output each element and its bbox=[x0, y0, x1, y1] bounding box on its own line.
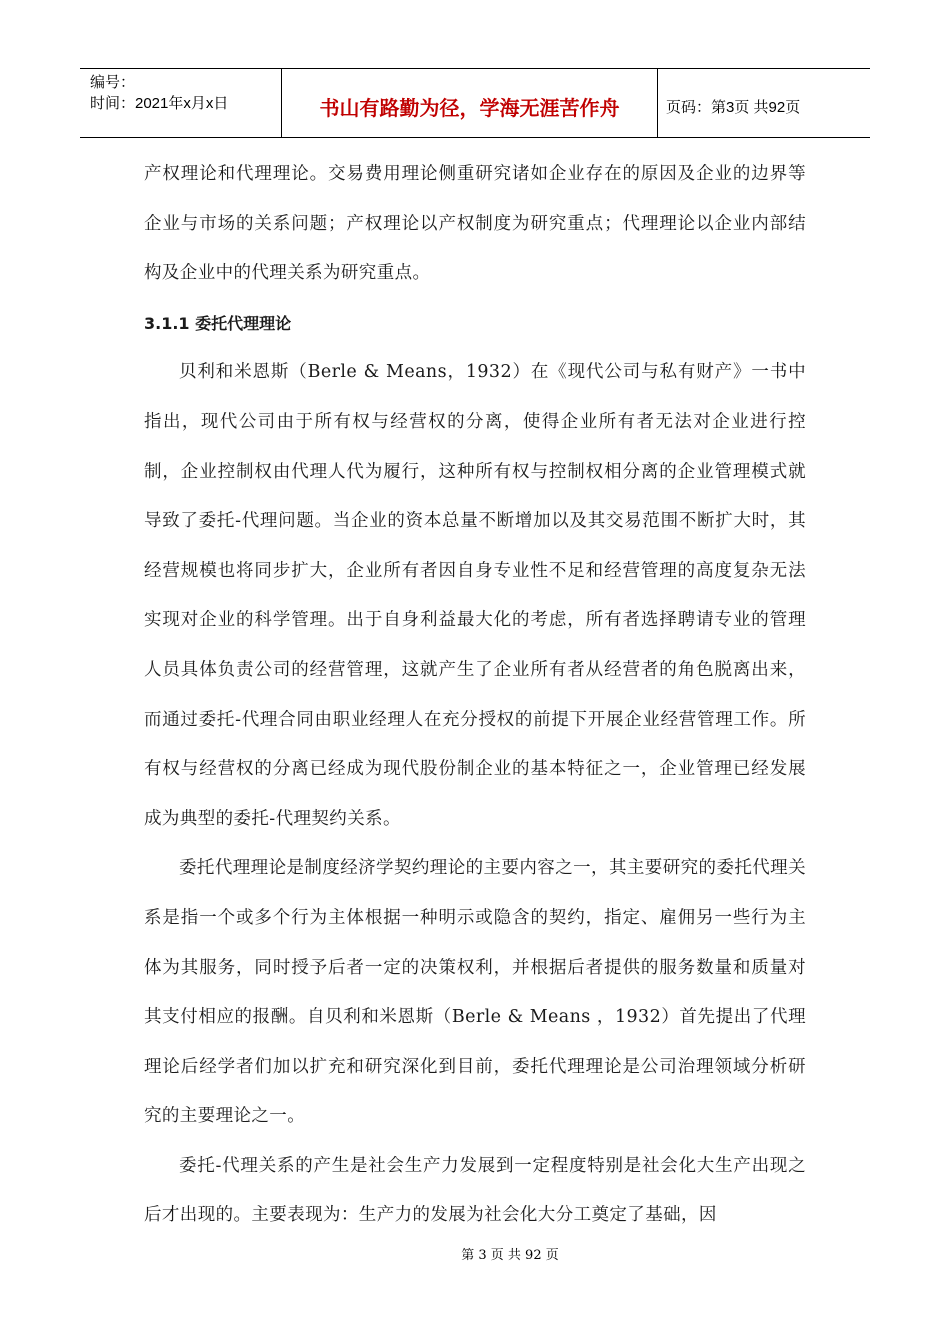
document-number-label: 编号： bbox=[90, 74, 136, 91]
document-date: 时间：2021年x月x日 bbox=[90, 95, 229, 112]
header-page-info: 页码：第3页 共92页 bbox=[666, 98, 801, 116]
page-header bbox=[80, 68, 870, 138]
section-heading: 3.1.1 委托代理理论 bbox=[144, 313, 292, 333]
document-body bbox=[144, 150, 806, 1241]
paragraph-agency-origin: 委托-代理关系的产生是社会生产力发展到一定程度特别是社会化大生产出现之后才出现的。主要表现为：生产力的发展为社会化大分工奠定了基础，因 bbox=[144, 1155, 806, 1226]
header-meta bbox=[80, 69, 282, 137]
paragraph-agency-theory: 委托代理理论是制度经济学契约理论的主要内容之一，其主要研究的委托代理关系是指一个或多个行为主体根据一种明示或隐含的契约，指定、雇佣另一些行为主体为其服务，同时授予后者一定的决策权利，并根据后者提供的服务数量和质量对其支付相应的报酬。自贝利和米恩斯（Berle & Means ，1932）首先提出了代理理论后经学者们加以扩充和研究深化到目前，委托代理理论是公司治理领域分析研究的主要理论之一。 bbox=[144, 858, 806, 1127]
paragraph-berle-means: 贝利和米恩斯（Berle & Means，1932）在《现代公司与私有财产》一书中指出，现代公司由于所有权与经营权的分离，使得企业所有者无法对企业进行控制，企业控制权由代理人代为履行，这种所有权与控制权相分离的企业管理模式就导致了委托-代理问题。当企业的资本总量不断增加以及其交易范围不断扩大时，其经营规模也将同步扩大，企业所有者因自身专业性不足和经营管理的高度复杂无法实现对企业的科学管理。出于自身利益最大化的考虑，所有者选择聘请专业的管理人员具体负责公司的经营管理，这就产生了企业所有者从经营者的角色脱离出来，而通过委托-代理合同由职业经理人在充分授权的前提下开展企业经营管理工作。所有权与经营权的分离已经成为现代股份制企业的基本特征之一，企业管理已经发展成为典型的委托-代理契约关系。 bbox=[144, 362, 806, 829]
header-motto: 书山有路勤为径，学海无涯苦作舟 bbox=[282, 69, 658, 137]
page-footer: 第 3 页 共 92 页 bbox=[461, 1248, 559, 1263]
paragraph-intro-continuation: 产权理论和代理理论。交易费用理论侧重研究诸如企业存在的原因及企业的边界等企业与市场的关系问题；产权理论以产权制度为研究重点；代理理论以企业内部结构及企业中的代理关系为研究重点。 bbox=[144, 164, 806, 284]
